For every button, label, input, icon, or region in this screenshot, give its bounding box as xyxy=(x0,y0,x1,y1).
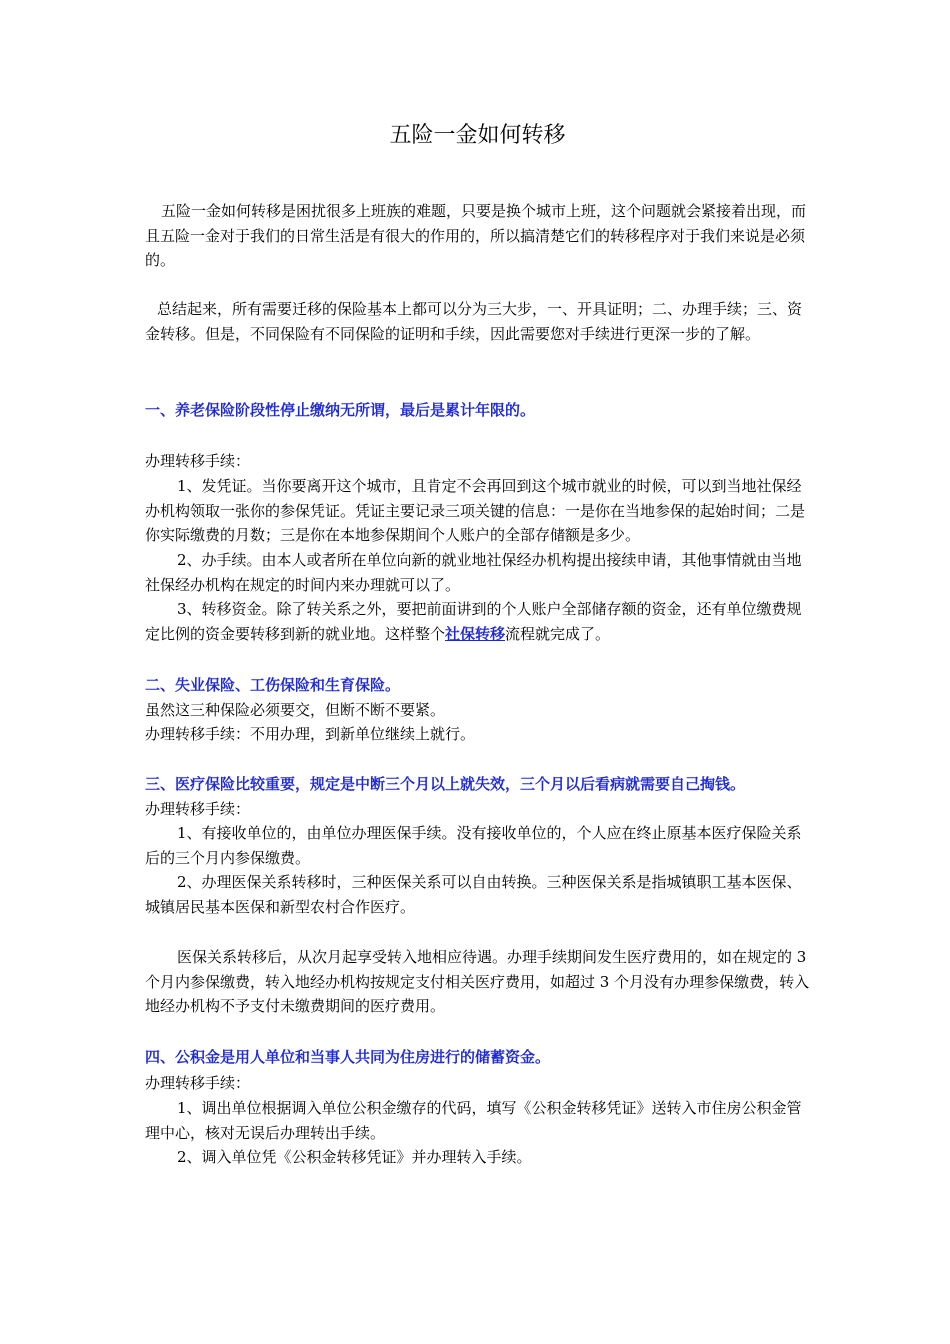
pension-procedure-label: 办理转移手续： xyxy=(145,452,251,470)
housing-fund-step-2: 2、调入单位凭《公积金转移凭证》并办理转入手续。 xyxy=(177,1148,532,1166)
pension-step-1: 1、发凭证。当你要离开这个城市，且肯定不会再回到这个城市就业的时候，可以到当地社保经办机构领取一张你的参保凭证。凭证主要记录三项关键的信息：一是你在当地参保的起始时间；二是你实际缴费的月数；三是你在本地参保期间个人账户的全部存储额是多少。 xyxy=(145,477,806,545)
medical-transfer-paragraph: 医保关系转移后，从次月起享受转入地相应待遇。办理手续期间发生医疗费用的，如在规定的 3 个月内参保缴费，转入地经办机构按规定支付相关医疗费用，如超过 3 个月没有办理参保缴费，转入地经办机构不予支付未缴费期间的医疗费用。 xyxy=(145,948,810,1016)
other-insurance-procedure: 办理转移手续：不用办理，到新单位继续上就行。 xyxy=(145,725,476,743)
other-insurance-note: 虽然这三种保险必须要交，但断不断不要紧。 xyxy=(145,701,446,719)
pension-step-3 xyxy=(145,597,810,646)
housing-fund-procedure-label: 办理转移手续： xyxy=(145,1074,251,1092)
summary-paragraph: 总结起来，所有需要迁移的保险基本上都可以分为三大步，一、开具证明；二、办理手续；三、资金转移。但是，不同保险有不同保险的证明和手续，因此需要您对手续进行更深一步的了解。 xyxy=(145,300,803,343)
section-heading-medical: 三、医疗保险比较重要，规定是中断三个月以上就失效，三个月以后看病就需要自己掏钱。 xyxy=(145,775,746,793)
housing-fund-step-1: 1、调出单位根据调入单位公积金缴存的代码，填写《公积金转移凭证》送转入市住房公积金管理中心，核对无误后办理转出手续。 xyxy=(145,1099,802,1142)
pension-step-3-text: 3、转移资金。除了转关系之外，要把前面讲到的个人账户全部储存额的资金，还有单位缴费规定比例的资金要转移到新的就业地。这样整个 xyxy=(145,600,802,643)
pension-step-2: 2、办手续。由本人或者所在单位向新的就业地社保经办机构提出接续申请，其他事情就由当地社保经办机构在规定的时间内来办理就可以了。 xyxy=(145,551,802,594)
page-title: 五险一金如何转移 xyxy=(389,123,566,148)
intro-paragraph: 五险一金如何转移是困扰很多上班族的难题，只要是换个城市上班，这个问题就会紧接着出现，而且五险一金对于我们的日常生活是有很大的作用的，所以搞清楚它们的转移程序对于我们来说是必须的。 xyxy=(145,202,807,270)
social-security-transfer-link[interactable]: 社保转移 xyxy=(445,624,506,643)
section-heading-other-insurance: 二、失业保险、工伤保险和生育保险。 xyxy=(145,676,401,694)
section-heading-pension: 一、养老保险阶段性停止缴纳无所谓，最后是累计年限的。 xyxy=(145,401,536,419)
medical-step-1: 1、有接收单位的，由单位办理医保手续。没有接收单位的，个人应在终止原基本医疗保险关系后的三个月内参保缴费。 xyxy=(145,824,802,867)
pension-step-3-end: 流程就完成了。 xyxy=(505,624,611,643)
medical-step-2: 2、办理医保关系转移时，三种医保关系可以自由转换。三种医保关系是指城镇职工基本医保、城镇居民基本医保和新型农村合作医疗。 xyxy=(145,873,802,916)
medical-procedure-label: 办理转移手续： xyxy=(145,800,251,818)
section-heading-housing-fund: 四、公积金是用人单位和当事人共同为住房进行的储蓄资金。 xyxy=(145,1048,551,1066)
